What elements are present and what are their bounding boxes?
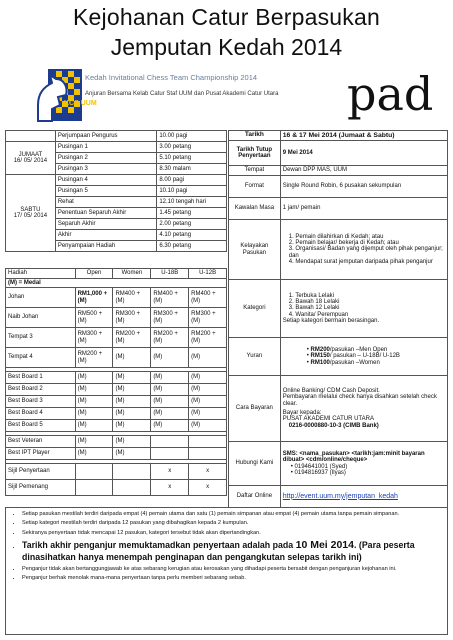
kelayakan-label: Kelayakan Pasukan [229,220,281,280]
prize-cell: RM500 + (M) [75,308,113,328]
tarikh-label: Tarikh [229,131,281,141]
schedule-time: 12.10 tengah hari [157,197,227,208]
prize-cell [113,464,151,480]
prize-cell: (M) [113,420,151,432]
prize-cell: RM200 + (M) [113,328,151,348]
prize-cell: (M) [189,348,227,368]
note-item: • Setiap kategori mestilah terdiri daripada 12 pasukan yang dibahagikan kepada 2 kumpulan. [22,520,441,527]
prize-cell: (M) [75,372,113,384]
prize-cell: x [151,464,189,480]
info-table [228,130,448,508]
prize-cell: (M) [189,372,227,384]
prize-cell: x [151,480,189,496]
daftar-label: Daftar Online [229,486,281,508]
day2-cell: SABTU 17/ 05/ 2014 [6,175,56,252]
prize-label: Best Veteran [6,436,76,448]
tutup-label: Tarikh Tutup Penyertaan [229,141,281,166]
day1-cell: JUMAAT 16/ 05/ 2014 [6,142,56,175]
tempat-value: Dewan DPP MAS, UUM [280,166,447,176]
prize-cell [189,448,227,460]
prize-cell: (M) [151,348,189,368]
prize-header: Open [75,269,113,279]
prize-cell: (M) [151,396,189,408]
organizer-line: Anjuran Bersama Kelab Catur Staf UUM dan Pusat Akademi Catur Utara [85,91,279,97]
schedule-table [5,130,227,252]
prize-label: Best Board 1 [6,372,76,384]
prize-cell: (M) [113,436,151,448]
prize-cell: (M) [151,420,189,432]
format-value: Single Round Robin, 6 pusakan sekumpulan [280,176,447,198]
bayaran-details: Online Banking/ CDM Cash Deposit. Pembayaran melalui check hanya disahkan setelah check clear. Bayar kepada: PUSAT AKADEMI CATUR UTARA 0216-0000880-10-3 (CIMB Bank) [280,376,447,442]
prize-cell: (M) [151,372,189,384]
schedule-time: 6.30 petang [157,241,227,252]
schedule-event: Pusingan 5 [55,186,157,197]
prize-cell: RM300 + (M) [151,308,189,328]
prize-cell: (M) [113,348,151,368]
prize-label: Sijil Pemenang [6,480,76,496]
logo-right-text: pad [347,67,434,121]
prize-cell: (M) [113,448,151,460]
prize-header: Hadiah [6,269,76,279]
medal-note: (M) = Medal [6,279,227,288]
prize-cell: RM300 + (M) [113,308,151,328]
schedule-event: Perjumpaan Pengurus [55,131,157,142]
prize-cell: RM400 + (M) [113,288,151,308]
prize-cell: x [189,480,227,496]
prize-cell: (M) [113,384,151,396]
note-item-deadline: • Tarikh akhir penganjur memuktamadkan penyertaan adalah pada 10 Mei 2014. (Para peserta dinasihatkan hanya menempah penginapan dan pengangkutan selepas tarikh ini) [22,539,441,564]
prize-label: Best Board 4 [6,408,76,420]
kawalan-label: Kawalan Masa [229,198,281,220]
prize-cell [189,436,227,448]
schedule-time: 2.00 petang [157,219,227,230]
kategori-list: 1. Terbuka Lelaki 2. Bawah 18 Lelaki 3. Bawah 12 Lelaki 4. Wanita/ Perempuan Setiap kategori bermain berasingan. [280,280,447,338]
tarikh-value: 16 & 17 Mei 2014 (Jumaat & Sabtu) [280,131,447,141]
prize-cell: (M) [113,372,151,384]
prize-header: Women [113,269,151,279]
schedule-time: 8.30 malam [157,164,227,175]
prize-cell: RM300 + (M) [75,328,113,348]
prize-cell [151,436,189,448]
schedule-event: Penentuan Separuh Akhir [55,208,157,219]
registration-link[interactable]: http://event.uum.my/jemputan_kedah [282,492,398,500]
schedule-time: 10.00 pagi [157,131,227,142]
schedule-time: 8.00 pagi [157,175,227,186]
note-item: • Penganjur berhak menolak mana-mana penyertaan tanpa perlu memberi sebarang sebab. [22,575,441,582]
prize-cell: (M) [189,384,227,396]
note-item: • Setiap pasukan mestilah terdiri daripada empat (4) pemain utama dan satu (1) pemain simpanan atau empat (4) pemain utama tanpa pemain simpanan. [22,511,441,518]
schedule-time: 10.10 pagi [157,186,227,197]
prize-cell: (M) [151,408,189,420]
prize-cell: (M) [75,420,113,432]
schedule-event: Penyampaian Hadiah [55,241,157,252]
prize-cell: RM200 + (M) [189,328,227,348]
prize-cell: (M) [113,408,151,420]
schedule-time: 1.45 petang [157,208,227,219]
prize-cell: RM400 + (M) [189,288,227,308]
note-item: • Sekiranya penyertaan tidak mencapai 12 pasukan, kategori tersebut tidak akan dipertandingkan. [22,530,441,537]
kcs-uum-logo [34,65,97,125]
prize-cell [75,480,113,496]
prize-cell [151,448,189,460]
yuran-list: • RM200/pasukan –Men Open • RM150/ pasukan – U-18B/ U-12B • RM100/pasukan –Women [280,338,447,376]
prize-cell [113,480,151,496]
yuran-label: Yuran [229,338,281,376]
logo-left-text: KCS UUM [64,100,97,107]
prize-cell: (M) [75,408,113,420]
prize-cell: RM1,000 + (M) [75,288,113,308]
prize-label: Johan [6,288,76,308]
prize-label: Best Board 2 [6,384,76,396]
prize-cell: (M) [75,448,113,460]
schedule-event: Pusingan 4 [55,175,157,186]
pacu-logo [345,60,434,122]
schedule-event: Pusingan 3 [55,164,157,175]
prize-cell: (M) [189,396,227,408]
hubungi-details: SMS: <nama_pasukan> <tarikh:jam:minit bayaran dibuat> <cdm/online/cheque> • 0194641001 (Syed) • 0194816937 (Ilyas) [280,442,447,486]
prize-cell: x [189,464,227,480]
prize-cell: RM200 + (M) [75,348,113,368]
notes-box [5,507,448,635]
prize-cell: (M) [75,384,113,396]
format-label: Format [229,176,281,198]
schedule-event: Rehat [55,197,157,208]
header [0,0,453,128]
prize-header: U-18B [151,269,189,279]
prize-cell: (M) [75,396,113,408]
prize-cell: (M) [189,420,227,432]
prize-cell: (M) [151,384,189,396]
prize-cell: (M) [113,396,151,408]
prize-label: Naib Johan [6,308,76,328]
note-item: • Penganjur tidak akan bertanggungjawab ke atas sebarang kerugian atau kerosakan yang dihadapi peserta bersabit dengan penganjuran kejohanan ini. [22,566,441,573]
schedule-time: 4.10 petang [157,230,227,241]
subtitle: Kedah Invitational Chess Team Championship 2014 [85,73,258,82]
prize-label: Tempat 3 [6,328,76,348]
tutup-value: 9 Mei 2014 [280,141,447,166]
title-line-2: Jemputan Kedah 2014 [110,34,343,60]
hubungi-label: Hubungi Kami [229,442,281,486]
prize-header: U-12B [189,269,227,279]
bayaran-label: Cara Bayaran [229,376,281,442]
prize-cell: RM400 + (M) [151,288,189,308]
prize-cell [75,464,113,480]
title-line-1: Kejohanan Catur Berpasukan [73,4,380,30]
prize-label: Sijil Penyertaan [6,464,76,480]
prize-table [5,268,227,496]
prize-cell: RM200 + (M) [151,328,189,348]
prize-label: Tempat 4 [6,348,76,368]
schedule-event: Pusingan 2 [55,153,157,164]
kawalan-value: 1 jam/ pemain [280,198,447,220]
prize-cell: (M) [189,408,227,420]
schedule-time: 5.10 petang [157,153,227,164]
prize-cell: (M) [75,436,113,448]
schedule-time: 3.00 petang [157,142,227,153]
tempat-label: Tempat [229,166,281,176]
prize-label: Best Board 3 [6,396,76,408]
schedule-event: Pusingan 1 [55,142,157,153]
prize-cell: RM300 + (M) [189,308,227,328]
schedule-event: Separuh Akhir [55,219,157,230]
prize-label: Best IPT Player [6,448,76,460]
kelayakan-list: 1. Pemain dilahirkan di Kedah; atau 2. Pemain belajar/ bekerja di Kedah; atau 3. Organisasi/ Badan yang dijemput oleh pihak penganjur; dan 4. Mendapat surat jemputan daripada pihak penganjur [280,220,447,280]
schedule-event: Akhir [55,230,157,241]
prize-label: Best Board 5 [6,420,76,432]
kategori-label: Kategori [229,280,281,338]
